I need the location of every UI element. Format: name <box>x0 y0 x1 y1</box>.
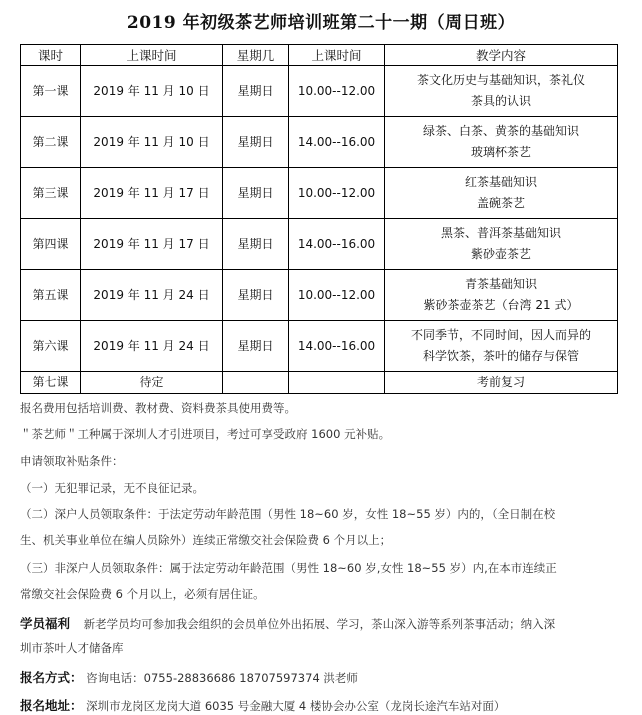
signup-line <box>20 668 358 686</box>
lesson-cell: 第二课 <box>21 117 81 168</box>
signup-value: 咨询电话：0755-28836686 18707597374 洪老师 <box>86 671 358 685</box>
address-label: 报名地址： <box>20 698 83 713</box>
content-line: 黑茶、普洱茶基础知识 <box>440 226 561 240</box>
content-line: 玻璃杯茶艺 <box>470 145 531 159</box>
table-row <box>21 168 618 219</box>
content-line: 不同季节，不同时间，因人而异的 <box>410 328 591 342</box>
date-cell: 2019 年 11 月 10 日 <box>81 66 223 117</box>
lesson-cell: 第一课 <box>21 66 81 117</box>
time-cell: 14.00--16.00 <box>289 219 385 270</box>
time-cell: 10.00--12.00 <box>289 270 385 321</box>
content-cell <box>385 117 618 168</box>
content-cell <box>385 372 618 394</box>
condition-3-line-1: （三）非深户人员领取条件：属于法定劳动年龄范围（男性 18~60 岁,女性 18~55 岁）内,在本市连续正 <box>20 561 557 575</box>
date-cell: 2019 年 11 月 24 日 <box>81 270 223 321</box>
content-line: 绿茶、白茶、黄茶的基础知识 <box>422 124 579 138</box>
table-row <box>21 66 618 117</box>
weekday-cell: 星期日 <box>223 66 289 117</box>
content-line: 紫砂壶茶艺 <box>470 247 531 261</box>
condition-3-line-2: 常缴交社会保险费 6 个月以上，必须有居住证。 <box>20 587 265 601</box>
weekday-cell <box>223 372 289 394</box>
table-row <box>21 219 618 270</box>
table-row <box>21 117 618 168</box>
content-cell <box>385 321 618 372</box>
address-line <box>20 696 505 714</box>
lesson-cell: 第四课 <box>21 219 81 270</box>
time-cell: 14.00--16.00 <box>289 321 385 372</box>
date-cell: 待定 <box>81 372 223 394</box>
benefits-line-1 <box>20 614 555 632</box>
content-line: 盖碗茶艺 <box>476 196 525 210</box>
header-lesson: 课时 <box>21 45 81 66</box>
benefits-line-2: 圳市茶叶人才储备库 <box>20 641 124 655</box>
content-line: 茶文化历史与基础知识，茶礼仪 <box>416 73 585 87</box>
lesson-cell: 第七课 <box>21 372 81 394</box>
header-weekday: 星期几 <box>223 45 289 66</box>
address-value: 深圳市龙岗区龙岗大道 6035 号金融大厦 4 楼协会办公室（龙岗长途汽车站对面） <box>86 699 506 713</box>
lesson-cell: 第六课 <box>21 321 81 372</box>
weekday-cell: 星期日 <box>223 168 289 219</box>
content-line: 科学饮茶，茶叶的储存与保管 <box>422 349 579 363</box>
schedule-table <box>20 44 618 394</box>
condition-2-line-2: 生、机关事业单位在编人员除外）连续正常缴交社会保险费 6 个月以上； <box>20 533 392 547</box>
content-line: 考前复习 <box>476 375 525 389</box>
time-cell <box>289 372 385 394</box>
weekday-cell: 星期日 <box>223 270 289 321</box>
date-cell: 2019 年 11 月 10 日 <box>81 117 223 168</box>
content-line: 茶具的认识 <box>470 94 531 108</box>
content-line: 青茶基础知识 <box>464 277 537 291</box>
content-cell <box>385 219 618 270</box>
table-header-row <box>21 45 618 66</box>
fee-note: 报名费用包括培训费、教材费、资料费茶具使用费等。 <box>20 401 296 415</box>
content-cell <box>385 66 618 117</box>
date-cell: 2019 年 11 月 17 日 <box>81 219 223 270</box>
time-cell: 10.00--12.00 <box>289 168 385 219</box>
subsidy-note: ＂茶艺师＂工种属于深圳人才引进项目，考过可享受政府 1600 元补贴。 <box>20 427 391 441</box>
table-row <box>21 321 618 372</box>
header-time: 上课时间 <box>289 45 385 66</box>
time-cell: 14.00--16.00 <box>289 117 385 168</box>
benefits-label: 学员福利 <box>20 616 71 631</box>
benefits-text: 新老学员均可参加我会组织的会员单位外出拓展、学习，茶山深入游等系列茶事活动；纳入深 <box>83 617 556 631</box>
signup-label: 报名方式： <box>20 670 83 685</box>
weekday-cell: 星期日 <box>223 117 289 168</box>
table-row <box>21 372 618 394</box>
header-content: 教学内容 <box>385 45 618 66</box>
header-date: 上课时间 <box>81 45 223 66</box>
weekday-cell: 星期日 <box>223 219 289 270</box>
condition-2-line-1: （二）深户人员领取条件：于法定劳动年龄范围（男性 18~60 岁，女性 18~55 岁）内的，（全日制在校 <box>20 507 556 521</box>
lesson-cell: 第三课 <box>21 168 81 219</box>
lesson-cell: 第五课 <box>21 270 81 321</box>
content-cell <box>385 270 618 321</box>
condition-1: （一）无犯罪记录，无不良征记录。 <box>20 481 204 495</box>
table-row <box>21 270 618 321</box>
page-title: 2019 年初级茶艺师培训班第二十一期（周日班） <box>126 13 516 33</box>
date-cell: 2019 年 11 月 17 日 <box>81 168 223 219</box>
content-line: 红茶基础知识 <box>464 175 537 189</box>
date-cell: 2019 年 11 月 24 日 <box>81 321 223 372</box>
content-line: 紫砂茶壶茶艺（台湾 21 式） <box>423 298 579 312</box>
content-cell <box>385 168 618 219</box>
conditions-title: 申请领取补贴条件： <box>20 454 124 468</box>
time-cell: 10.00--12.00 <box>289 66 385 117</box>
weekday-cell: 星期日 <box>223 321 289 372</box>
